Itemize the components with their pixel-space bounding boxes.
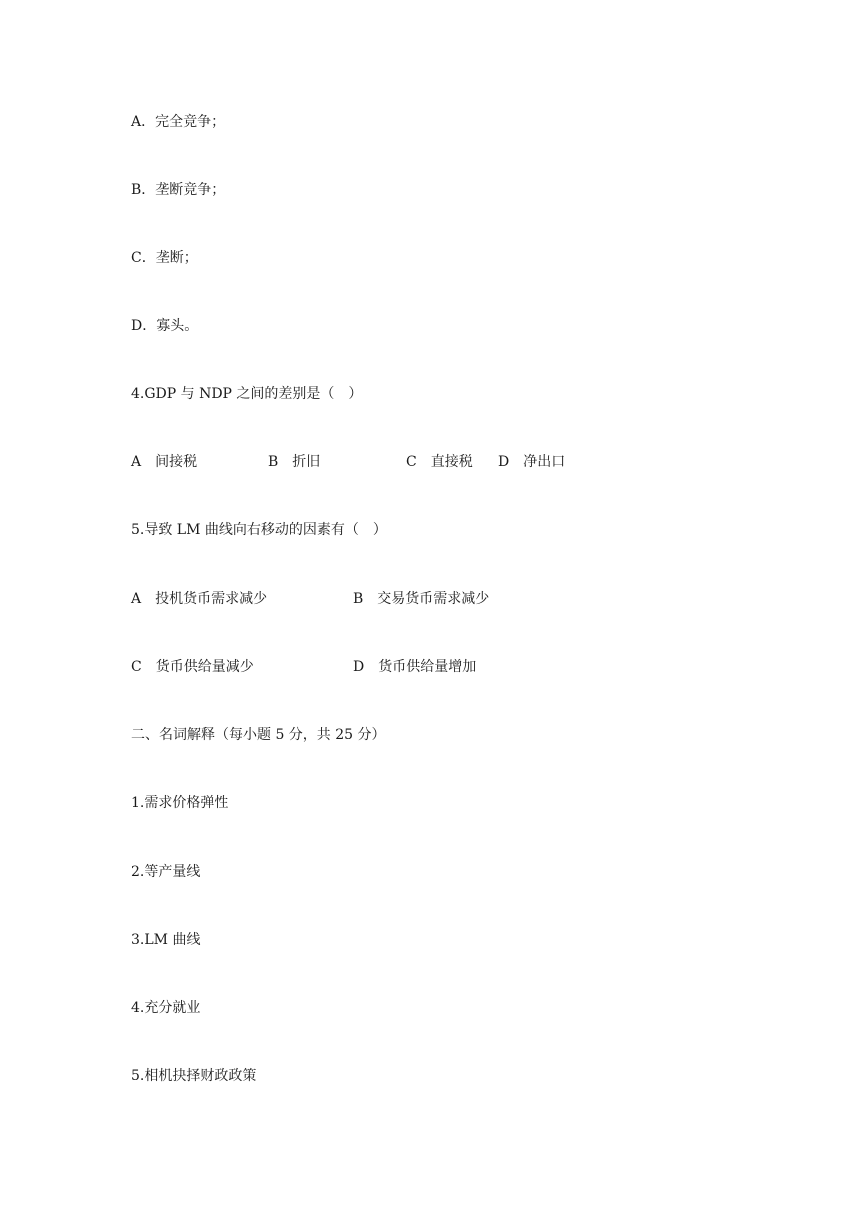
- section2-heading: 二、名词解释（每小题 5 分，共 25 分）: [131, 727, 386, 743]
- q3-option-a: A．完全竞争；: [131, 114, 226, 130]
- q4-option-a: A 间接税: [131, 454, 198, 470]
- q3-option-d: D．寡头。: [131, 318, 199, 334]
- q4-option-c: C 直接税: [406, 454, 473, 470]
- term-item: 1.需求价格弹性: [131, 795, 229, 811]
- q3-option-b: B．垄断竞争；: [131, 182, 226, 198]
- q4-stem: 4.GDP 与 NDP 之间的差别是（ ）: [131, 386, 363, 402]
- term-item: 2.等产量线: [131, 864, 201, 880]
- term-item: 5.相机抉择财政政策: [131, 1068, 257, 1084]
- q5-option-a: A 投机货币需求减少: [131, 591, 268, 607]
- q5-option-b: B 交易货币需求减少: [353, 591, 490, 607]
- q5-option-c: C 货币供给量减少: [131, 659, 254, 675]
- q4-option-d: D 净出口: [498, 454, 566, 470]
- q5-stem: 5.导致 LM 曲线向右移动的因素有（ ）: [131, 522, 387, 538]
- q5-option-d: D 货币供给量增加: [353, 659, 477, 675]
- term-item: 3.LM 曲线: [131, 932, 201, 948]
- q3-option-c: C．垄断；: [131, 250, 198, 266]
- q4-option-b: B 折旧: [268, 454, 321, 470]
- term-item: 4.充分就业: [131, 1000, 201, 1016]
